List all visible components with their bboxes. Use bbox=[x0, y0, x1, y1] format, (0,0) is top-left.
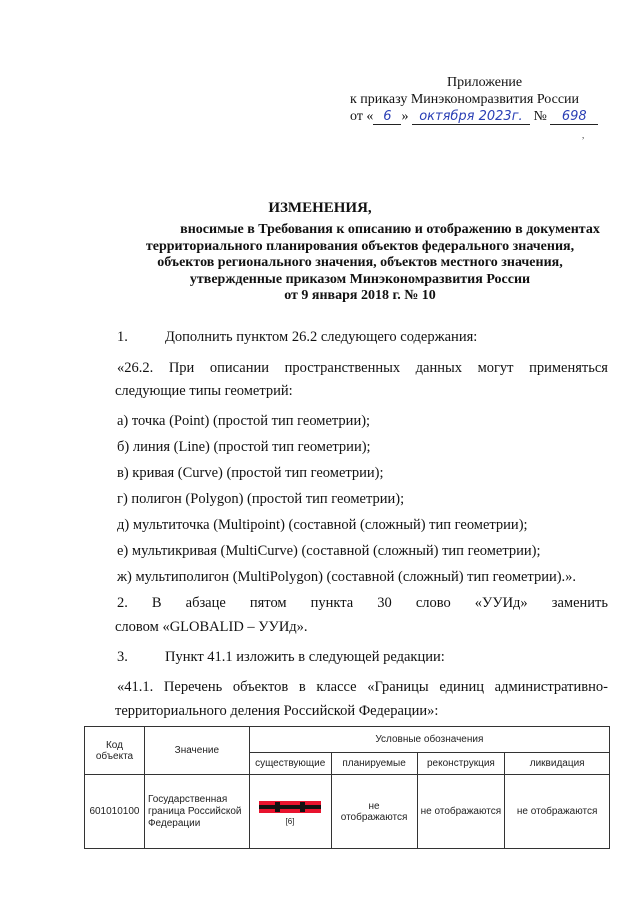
appendix-header bbox=[350, 74, 610, 140]
document-title: ИЗМЕНЕНИЯ, bbox=[268, 200, 372, 216]
subtitle-line: территориального планирования объектов федерального значения, bbox=[145, 238, 575, 254]
header-symbols: Условные обозначения bbox=[249, 727, 609, 753]
date-day-field bbox=[373, 110, 401, 125]
word: 30 bbox=[377, 595, 392, 611]
mark-tick: , bbox=[582, 130, 585, 140]
header-planned: планируемые bbox=[331, 753, 417, 775]
item-1 bbox=[117, 329, 477, 346]
cell-reconstruction: не отображаются bbox=[417, 775, 505, 849]
handwritten-day: 6 bbox=[383, 109, 392, 124]
date-mid: » bbox=[401, 109, 409, 124]
subtitle-line: утвержденные приказом Минэкономразвития России bbox=[189, 271, 531, 287]
document-subtitle bbox=[100, 222, 620, 305]
list-item: д) мультиточка (Multipoint) (составной (сложный) тип геометрии); bbox=[117, 517, 528, 533]
order-reference: к приказу Минэкономразвития России bbox=[350, 92, 580, 107]
word: «26.2. bbox=[117, 360, 154, 376]
word: Перечень bbox=[163, 679, 223, 695]
list-item: е) мультикривая (MultiCurve) (составной (сложный) тип геометрии); bbox=[117, 543, 541, 559]
word: могут bbox=[477, 360, 514, 376]
word: заменить bbox=[551, 595, 608, 611]
word: применяться bbox=[529, 360, 608, 376]
cell-code: 601010100 bbox=[85, 775, 145, 849]
list-item: ж) мультиполигон (MultiPolygon) (составной (сложный) тип геометрии).». bbox=[117, 569, 577, 585]
symbol-black-block bbox=[275, 802, 280, 812]
word: административно- bbox=[494, 679, 608, 695]
cell-planned: не отображаются bbox=[331, 775, 417, 849]
symbol-black-line bbox=[259, 805, 321, 809]
word: единиц bbox=[439, 679, 484, 695]
item-2-line1 bbox=[117, 595, 608, 612]
item-number: 1. bbox=[117, 329, 128, 345]
header-value: Значение bbox=[144, 727, 249, 775]
word: пункта bbox=[310, 595, 354, 611]
date-prefix: от « bbox=[350, 109, 374, 124]
word: объектов bbox=[232, 679, 289, 695]
symbol-black-block bbox=[300, 802, 305, 812]
paragraph-26-2-line2: следующие типы геометрий: bbox=[115, 383, 293, 399]
subtitle-line: от 9 января 2018 г. № 10 bbox=[284, 288, 436, 303]
list-item: а) точка (Point) (простой тип геометрии); bbox=[117, 413, 371, 429]
word: пятом bbox=[249, 595, 287, 611]
item-number: 3. bbox=[117, 649, 128, 665]
handwritten-number: 698 bbox=[561, 109, 587, 124]
cell-existing bbox=[249, 775, 331, 849]
cell-value: Государственная граница Российской Федерации bbox=[144, 775, 249, 849]
list-item: б) линия (Line) (простой тип геометрии); bbox=[117, 439, 371, 455]
list-item: г) полигон (Polygon) (простой тип геометрии); bbox=[117, 491, 405, 507]
order-date-line bbox=[350, 108, 610, 140]
header-existing: существующие bbox=[249, 753, 331, 775]
word: описании bbox=[209, 360, 269, 376]
item-text: Дополнить пунктом 26.2 следующего содержания: bbox=[165, 329, 478, 345]
item-2-line2: словом «GLOBALID – УУИд». bbox=[115, 619, 308, 635]
paragraph-26-2-line1 bbox=[117, 360, 608, 377]
list-item: в) кривая (Curve) (простой тип геометрии); bbox=[117, 465, 384, 481]
state-border-symbol-icon bbox=[257, 797, 323, 827]
word: 2. bbox=[117, 595, 128, 611]
cell-liquidation: не отображаются bbox=[505, 775, 610, 849]
word: данных bbox=[415, 360, 462, 376]
order-number-field bbox=[550, 110, 598, 125]
word: При bbox=[168, 360, 195, 376]
item-text: Пункт 41.1 изложить в следующей редакции: bbox=[165, 649, 445, 665]
word: слово bbox=[415, 595, 451, 611]
word: «41.1. bbox=[117, 679, 154, 695]
word: классе bbox=[316, 679, 357, 695]
paragraph-41-1-line2: территориального деления Российской Федерации»: bbox=[115, 703, 439, 719]
date-month-field bbox=[412, 110, 530, 125]
header-reconstruction: реконструкция bbox=[417, 753, 505, 775]
word: В bbox=[151, 595, 162, 611]
appendix-label: Приложение bbox=[447, 75, 523, 90]
handwritten-month-year: октября 2023г. bbox=[419, 109, 523, 124]
paragraph-41-1-line1 bbox=[117, 679, 608, 696]
subtitle-line: объектов регионального значения, объектов местного значения, bbox=[157, 255, 563, 270]
number-label: № bbox=[533, 109, 547, 124]
table-row bbox=[85, 775, 610, 849]
objects-table bbox=[84, 726, 610, 849]
word: абзаце bbox=[185, 595, 226, 611]
word: пространственных bbox=[284, 360, 401, 376]
word: в bbox=[298, 679, 306, 695]
item-3 bbox=[117, 649, 445, 666]
header-code: Код объекта bbox=[85, 727, 145, 775]
table-header-row bbox=[85, 727, 610, 753]
word: «УУИд» bbox=[474, 595, 528, 611]
subtitle-line: вносимые в Требования к описанию и отображению в документах bbox=[180, 222, 600, 237]
symbol-reference: [6] bbox=[285, 816, 295, 826]
header-liquidation: ликвидация bbox=[505, 753, 610, 775]
word: «Границы bbox=[367, 679, 429, 695]
